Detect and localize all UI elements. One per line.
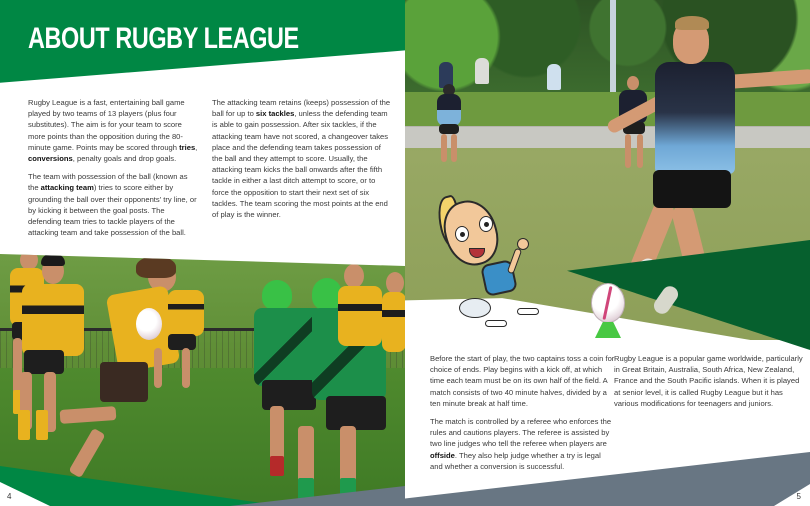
paragraph [28, 171, 200, 238]
key-term: offside [430, 450, 455, 460]
kicker-shorts [653, 170, 731, 208]
mascot-shoe [485, 320, 507, 327]
text-run: . They also help judge whether a try is legal and whether a conversion is successful. [430, 450, 601, 471]
text-run: Before the start of play, the two captains toss a coin for choice of ends. Play begins with a kick off, at which time each team must be on its own half of the field. A match consists of two 40 minute halves, divided by a ten minute break at half time. [430, 354, 615, 408]
text-run: Rugby League is a fast, entertaining ball game played by two teams of 13 players (plus four substitutes). The aim is for your team to score more points than the opposition during the 80-minute game. Points may be scored through [28, 98, 185, 152]
right-page [405, 0, 810, 506]
text-column-1 [28, 97, 200, 245]
paragraph [212, 97, 392, 220]
spectator [475, 58, 489, 84]
paragraph [430, 416, 615, 472]
mascot-eye [455, 226, 469, 242]
text-run: ) tries to score either by grounding the ball over their opponents' try line, or by kicking it between the goal posts. The defending team tries to tackle players of the attacking team and take possession of the ball. [28, 183, 197, 238]
page-title: ABOUT RUGBY LEAGUE [28, 22, 299, 55]
text-run: The match is controlled by a referee who enforces the rules and cautions players. The referee is assisted by two line judges who tell the referee when players are [430, 417, 612, 449]
text-run: The attacking team retains (keeps) possession of the ball for up to [212, 98, 391, 119]
text-column-4 [614, 353, 806, 416]
match-action-photo [0, 250, 405, 506]
kicker-jersey [655, 62, 735, 174]
key-term: six tackles [255, 109, 295, 119]
rugby-ball [136, 308, 162, 340]
text-run: , unless the defending team is able to gain possession. After six tackles, if the attacking team have not scored, a changeover takes place and the defending team takes possession of the ball and they attempt to score. Usually, the attacking team kicks the ball onwards after the fifth tackle in either a last ditch attempt to score, or to force the opposition to start their next set of six tackles. The team scoring the most points at the end of play is the winner. [212, 109, 389, 220]
text-run: , [195, 142, 198, 152]
text-run: The team with possession of the ball (known as the [28, 172, 188, 193]
paragraph [614, 353, 806, 409]
text-run: , penalty goals and drop goals. [72, 154, 177, 164]
key-term: attacking team [40, 183, 94, 193]
kicker-hair [675, 16, 709, 30]
mascot-eye [479, 216, 493, 232]
text-column-2 [212, 97, 392, 227]
light-pole [610, 0, 616, 95]
page-number-left: 4 [7, 492, 12, 501]
page-number-right: 5 [796, 492, 801, 501]
rugby-ball-on-tee [591, 283, 625, 323]
paragraph [28, 97, 200, 164]
mascot-rugby-ball [459, 298, 491, 318]
mascot-fist [517, 238, 529, 250]
concrete-wall [405, 126, 810, 148]
key-term: tries [179, 142, 196, 152]
paragraph [430, 353, 615, 409]
key-term: conversions [28, 154, 73, 164]
text-column-3 [430, 353, 615, 479]
spectator [547, 64, 561, 90]
mascot-shoe [517, 308, 539, 315]
text-run: Rugby League is a popular game worldwide, particularly in Great Britain, Australia, South Africa, New Zealand, France and the South Pacific islands. When it is played at senior level, it is called Rugby League but it has various modifications for teenagers and juniors. [614, 354, 803, 408]
